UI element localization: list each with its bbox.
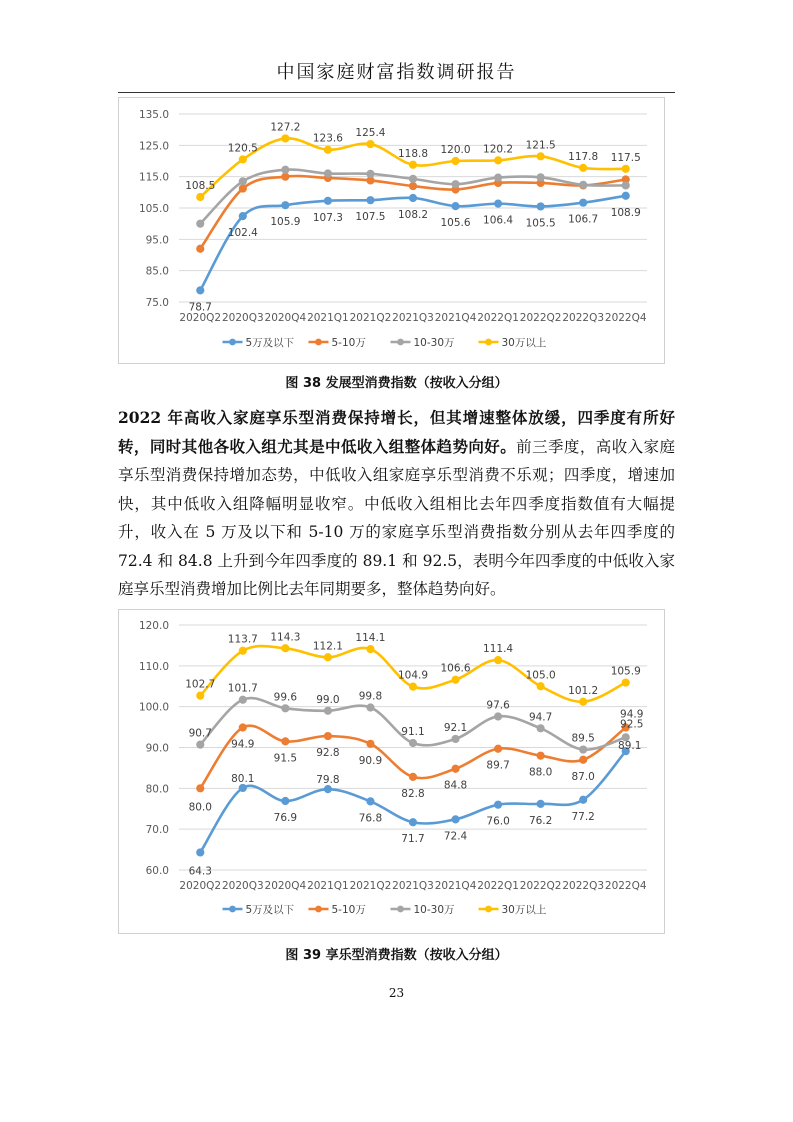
- legend-item-30: [479, 903, 547, 916]
- data-label-30: 114.1: [355, 632, 386, 645]
- data-point-5: [580, 796, 587, 803]
- y-tick-label: 105.0: [138, 203, 169, 215]
- data-label-5-10: 84.8: [443, 779, 468, 792]
- data-point-30: [537, 683, 544, 690]
- y-tick-label: 85.0: [145, 265, 169, 278]
- data-point-5-10: [409, 182, 416, 189]
- data-point-5: [324, 786, 331, 793]
- data-point-30: [622, 165, 629, 172]
- y-tick-label: 60.0: [145, 865, 169, 877]
- data-label-10-30: 92.5: [620, 718, 644, 731]
- data-point-5: [367, 798, 374, 805]
- data-label-30: 127.2: [270, 121, 301, 134]
- data-point-5: [409, 819, 416, 826]
- data-point-5: [452, 203, 459, 210]
- x-tick-label: 2020Q2: [179, 312, 222, 324]
- legend-label: 5万及以下: [245, 904, 295, 916]
- y-tick-label: 125.0: [138, 140, 169, 153]
- data-label-10-30: 90.7: [188, 727, 212, 740]
- legend-item-10-30: [391, 904, 456, 916]
- data-point-5: [282, 797, 289, 804]
- data-point-30: [239, 647, 246, 654]
- data-point-30: [452, 676, 459, 683]
- chart-caption-38: 图 38 发展型消费指数（按收入分组）: [285, 376, 508, 391]
- data-label-10-30: 101.7: [227, 682, 258, 695]
- data-point-5: [324, 197, 331, 204]
- data-label-5: 105.5: [525, 217, 556, 230]
- data-point-10-30: [367, 704, 374, 711]
- data-point-5-10: [197, 245, 204, 252]
- data-point-5-10: [282, 173, 289, 180]
- data-point-5-10: [367, 740, 374, 747]
- data-label-30: 112.1: [312, 640, 343, 653]
- legend-label: 10-30万: [413, 337, 455, 349]
- data-point-10-30: [197, 220, 204, 227]
- data-point-5-10: [452, 765, 459, 772]
- data-point-10-30: [537, 725, 544, 732]
- data-label-30: 104.9: [397, 669, 429, 682]
- body-paragraph: [118, 404, 675, 604]
- paragraph-normal-text: 前三季度，高收入家庭享乐型消费保持增加态势，中低收入组家庭享乐型消费不乐观；四季度，增速加快，其中低收入组降幅明显收窄。中低收入组相比去年四季度指数值有大幅提升，收入在 5 万及以下和 5-10 万的家庭享乐型消费指数分别从去年四季度的 72.4 和 84.8 上升到今年四季度的 89.1 和 92.5，表明今年四季度的中低收入家庭享乐型消费增加比例比去年同期要多，整体趋势向好。: [118, 437, 675, 598]
- data-point-5-10: [239, 185, 246, 192]
- x-tick-label: 2022Q4: [604, 880, 647, 892]
- data-point-5: [452, 816, 459, 823]
- y-tick-label: 120.0: [138, 620, 169, 632]
- data-label-10-30: 94.7: [528, 711, 553, 724]
- data-point-10-30: [409, 739, 416, 746]
- data-point-5: [622, 192, 629, 199]
- data-point-30: [282, 645, 289, 652]
- data-label-10-30: 89.5: [571, 732, 595, 745]
- data-point-30: [409, 161, 416, 168]
- x-tick-label: 2021Q1: [307, 312, 349, 324]
- data-label-30: 102.7: [185, 678, 216, 691]
- data-label-5: 108.9: [610, 206, 641, 219]
- data-point-30: [409, 683, 416, 690]
- legend-label: 30万以上: [501, 904, 547, 916]
- legend-item-5: [223, 904, 295, 916]
- data-point-30: [452, 157, 459, 164]
- data-point-30: [367, 140, 374, 147]
- y-tick-label: 70.0: [145, 824, 169, 837]
- legend-item-10-30: [391, 337, 456, 349]
- legend-swatch-marker: [485, 906, 492, 913]
- legend-item-5-10: [309, 904, 367, 916]
- data-point-5-10: [580, 756, 587, 763]
- data-point-30: [494, 157, 501, 164]
- legend-label: 5-10万: [331, 337, 366, 349]
- data-point-30: [622, 679, 629, 686]
- x-tick-label: 2020Q2: [179, 880, 222, 892]
- data-point-5-10: [197, 785, 204, 792]
- data-label-5-10: 92.8: [316, 747, 340, 760]
- data-label-5-10: 82.8: [401, 787, 425, 800]
- data-label-30: 101.2: [568, 684, 599, 697]
- y-tick-label: 110.0: [138, 660, 169, 673]
- x-tick-label: 2020Q4: [264, 880, 307, 892]
- y-tick-label: 135.0: [138, 109, 169, 121]
- data-point-5: [197, 849, 204, 856]
- x-tick-label: 2022Q3: [562, 880, 605, 892]
- data-point-30: [580, 164, 587, 171]
- data-point-5: [494, 200, 501, 207]
- data-point-5: [580, 199, 587, 206]
- data-point-10-30: [537, 174, 544, 181]
- legend-item-5-10: [309, 337, 367, 349]
- y-tick-label: 100.0: [138, 701, 169, 714]
- y-tick-label: 90.0: [145, 742, 169, 755]
- x-tick-label: 2021Q4: [434, 312, 477, 324]
- page-header-title: 中国家庭财富指数调研报告: [276, 62, 517, 83]
- data-point-5-10: [324, 732, 331, 739]
- data-label-5: 105.6: [440, 217, 471, 230]
- data-point-30: [537, 153, 544, 160]
- data-point-5: [409, 194, 416, 201]
- data-point-30: [367, 645, 374, 652]
- data-point-5: [282, 202, 289, 209]
- x-tick-label: 2021Q3: [392, 880, 434, 892]
- data-label-10-30: 91.1: [401, 726, 425, 739]
- data-label-5: 106.7: [568, 213, 599, 226]
- data-point-5: [197, 287, 204, 294]
- data-label-10-30: 97.6: [486, 699, 510, 712]
- data-point-10-30: [197, 741, 204, 748]
- data-label-30: 118.8: [397, 147, 429, 160]
- data-label-5: 76.0: [486, 815, 510, 828]
- data-point-10-30: [239, 178, 246, 185]
- data-label-5: 71.7: [401, 833, 425, 846]
- x-tick-label: 2021Q2: [349, 312, 392, 324]
- x-tick-label: 2022Q3: [562, 312, 605, 324]
- data-label-5: 79.8: [316, 774, 340, 787]
- data-point-30: [239, 156, 246, 163]
- data-point-10-30: [580, 746, 587, 753]
- legend-label: 5万及以下: [245, 337, 295, 349]
- data-point-30: [197, 193, 204, 200]
- data-point-10-30: [494, 174, 501, 181]
- chart-caption-39: 图 39 享乐型消费指数（按收入分组）: [285, 948, 508, 963]
- x-tick-label: 2020Q3: [221, 312, 264, 324]
- data-label-5: 105.9: [270, 216, 301, 229]
- legend-label: 30万以上: [501, 337, 547, 349]
- data-label-5: 76.2: [528, 814, 553, 827]
- data-label-5: 77.2: [571, 810, 595, 823]
- data-label-30: 117.8: [568, 150, 599, 163]
- y-tick-label: 115.0: [138, 171, 169, 184]
- paragraph-bold-text: 2022 年高收入家庭享乐型消费保持增长，但其增速整体放缓，四季度有所好转，同时其他各收入组尤其是中低收入组整体趋势向好。: [118, 408, 675, 456]
- data-label-5: 78.7: [188, 301, 212, 314]
- x-tick-label: 2020Q3: [221, 880, 264, 892]
- data-point-5-10: [537, 752, 544, 759]
- data-label-5: 64.3: [188, 865, 212, 878]
- data-label-30: 125.4: [355, 127, 386, 140]
- data-point-30: [197, 692, 204, 699]
- data-label-30: 123.6: [312, 132, 343, 145]
- x-tick-label: 2022Q1: [477, 880, 519, 892]
- data-label-5: 107.3: [312, 211, 343, 224]
- data-label-5: 102.4: [227, 227, 258, 240]
- data-point-10-30: [580, 181, 587, 188]
- legend-item-5: [223, 337, 295, 349]
- y-tick-label: 80.0: [145, 783, 169, 796]
- x-tick-label: 2021Q3: [392, 312, 434, 324]
- page-number: 23: [388, 986, 405, 1000]
- data-point-5-10: [409, 773, 416, 780]
- x-tick-label: 2021Q4: [434, 880, 477, 892]
- x-tick-label: 2022Q1: [477, 312, 519, 324]
- x-tick-label: 2022Q2: [519, 880, 562, 892]
- data-label-5-10: 90.9: [358, 754, 383, 767]
- legend-swatch-marker: [315, 906, 322, 913]
- data-point-10-30: [324, 707, 331, 714]
- data-label-30: 117.5: [610, 151, 641, 164]
- data-point-5: [537, 800, 544, 807]
- data-point-10-30: [239, 696, 246, 703]
- data-label-30: 120.2: [483, 143, 514, 156]
- data-label-10-30: 92.1: [443, 721, 468, 734]
- data-label-30: 114.3: [270, 631, 301, 644]
- data-point-5: [239, 213, 246, 220]
- data-point-30: [324, 654, 331, 661]
- data-point-10-30: [282, 166, 289, 173]
- data-label-10-30: 99.8: [358, 690, 383, 703]
- data-point-5: [494, 801, 501, 808]
- chart-development-consumption: [118, 97, 665, 364]
- header-divider: [118, 92, 675, 93]
- x-tick-label: 2022Q2: [519, 312, 562, 324]
- data-point-10-30: [452, 735, 459, 742]
- legend-swatch-marker: [397, 906, 404, 913]
- data-label-30: 105.0: [525, 669, 556, 682]
- x-tick-label: 2021Q1: [307, 880, 349, 892]
- data-label-5-10: 88.0: [528, 766, 553, 779]
- data-label-10-30: 99.0: [316, 693, 340, 706]
- data-label-5: 107.5: [355, 211, 386, 224]
- data-point-5: [537, 203, 544, 210]
- data-point-10-30: [282, 705, 289, 712]
- data-point-5-10: [282, 738, 289, 745]
- data-label-5: 80.1: [231, 772, 255, 785]
- data-point-10-30: [494, 713, 501, 720]
- x-tick-label: 2020Q4: [264, 312, 307, 324]
- data-label-5-10: 94.9: [231, 738, 255, 751]
- data-label-5-10: 94.9: [620, 708, 644, 721]
- legend-swatch-marker: [397, 339, 404, 346]
- legend-item-30: [479, 336, 547, 349]
- data-point-10-30: [452, 181, 459, 188]
- data-point-10-30: [622, 182, 629, 189]
- y-tick-label: 75.0: [145, 297, 169, 309]
- data-label-5-10: 87.0: [571, 770, 595, 783]
- data-point-5: [367, 197, 374, 204]
- data-point-30: [282, 135, 289, 142]
- data-label-5: 108.2: [397, 208, 429, 221]
- legend-swatch-marker: [485, 339, 492, 346]
- y-tick-label: 95.0: [145, 234, 169, 247]
- chart-svg-leisure: [119, 610, 664, 933]
- data-point-10-30: [409, 175, 416, 182]
- data-label-5-10: 80.0: [188, 801, 212, 814]
- data-point-30: [580, 698, 587, 705]
- data-point-10-30: [367, 170, 374, 177]
- data-label-30: 121.5: [525, 139, 556, 152]
- legend-label: 5-10万: [331, 904, 366, 916]
- data-label-30: 111.4: [483, 643, 514, 656]
- data-point-10-30: [324, 170, 331, 177]
- data-label-30: 105.9: [610, 665, 641, 678]
- data-label-5: 89.1: [618, 740, 642, 753]
- legend-label: 10-30万: [413, 904, 455, 916]
- data-label-10-30: 99.6: [273, 691, 298, 704]
- data-label-5-10: 91.5: [273, 752, 298, 765]
- data-point-30: [324, 146, 331, 153]
- x-tick-label: 2022Q4: [604, 312, 647, 324]
- data-point-5-10: [494, 745, 501, 752]
- data-label-30: 120.5: [227, 142, 258, 155]
- chart-leisure-consumption: [118, 609, 665, 934]
- data-label-5-10: 89.7: [486, 759, 510, 772]
- data-point-5: [239, 784, 246, 791]
- data-point-5-10: [239, 724, 246, 731]
- data-label-30: 106.6: [440, 662, 471, 675]
- x-tick-label: 2021Q2: [349, 880, 392, 892]
- chart-svg-development: [119, 98, 664, 363]
- legend-swatch-marker: [229, 906, 236, 913]
- data-label-5: 106.4: [483, 214, 514, 227]
- data-label-30: 113.7: [227, 633, 258, 646]
- legend-swatch-marker: [315, 339, 322, 346]
- data-label-30: 120.0: [440, 144, 471, 156]
- data-label-5: 76.8: [358, 812, 383, 825]
- data-label-5: 72.4: [443, 830, 468, 843]
- data-label-5: 76.9: [273, 811, 298, 824]
- data-point-30: [494, 657, 501, 664]
- data-label-30: 108.5: [185, 180, 216, 193]
- legend-swatch-marker: [229, 339, 236, 346]
